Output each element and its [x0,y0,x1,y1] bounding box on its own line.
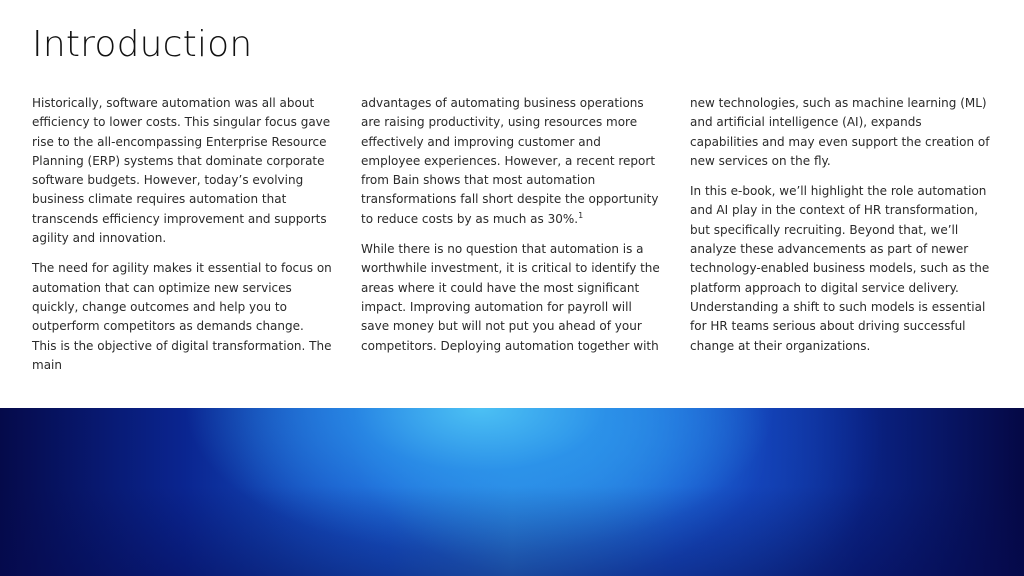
paragraph: In this e-book, we’ll highlight the role automation and AI play in the context of HR transformation, but specifically recruiting. Beyond that, we’ll analyze these advancements as part of newer technology-enabled business models, such as the platform approach to digital service delivery. Understanding a shift to such models is essential for HR teams serious about driving successful change at their organizations. [690,184,990,353]
paragraph-text: advantages of automating business operations are raising productivity, using resources more effectively and improving customer and employee experiences. However, a recent report from Bain shows that most automation transformations fall short despite the opportunity to reduce costs by as much as 30%. [361,96,659,226]
paragraph: The need for agility makes it essential to focus on automation that can optimize new services quickly, change outcomes and help you to outperform competitors as demands change. This is the objective of digital transformation. The main [32,261,332,372]
paragraph: new technologies, such as machine learning (ML) and artificial intelligence (AI), expands capabilities and may even support the creation of new services on the fly. [690,96,990,168]
footnote-marker: 1 [578,210,584,220]
text-column-3 [690,94,990,367]
text-column-1 [32,94,332,386]
text-column-2 [361,94,661,367]
body-columns [32,94,998,394]
paragraph [361,94,661,229]
paragraph: While there is no question that automation is a worthwhile investment, it is critical to identify the areas where it could have the most significant impact. Improving automation for payroll will save money but will not put you ahead of your competitors. Deploying automation together with [361,242,660,353]
page-title: Introduction [32,24,253,65]
decorative-gradient-banner [0,408,1024,576]
paragraph: Historically, software automation was all about efficiency to lower costs. This singular focus gave rise to the all-encompassing Enterprise Resource Planning (ERP) systems that dominate corporate software budgets. However, today’s evolving business climate requires automation that transcends efficiency improvement and supports agility and innovation. [32,96,331,246]
